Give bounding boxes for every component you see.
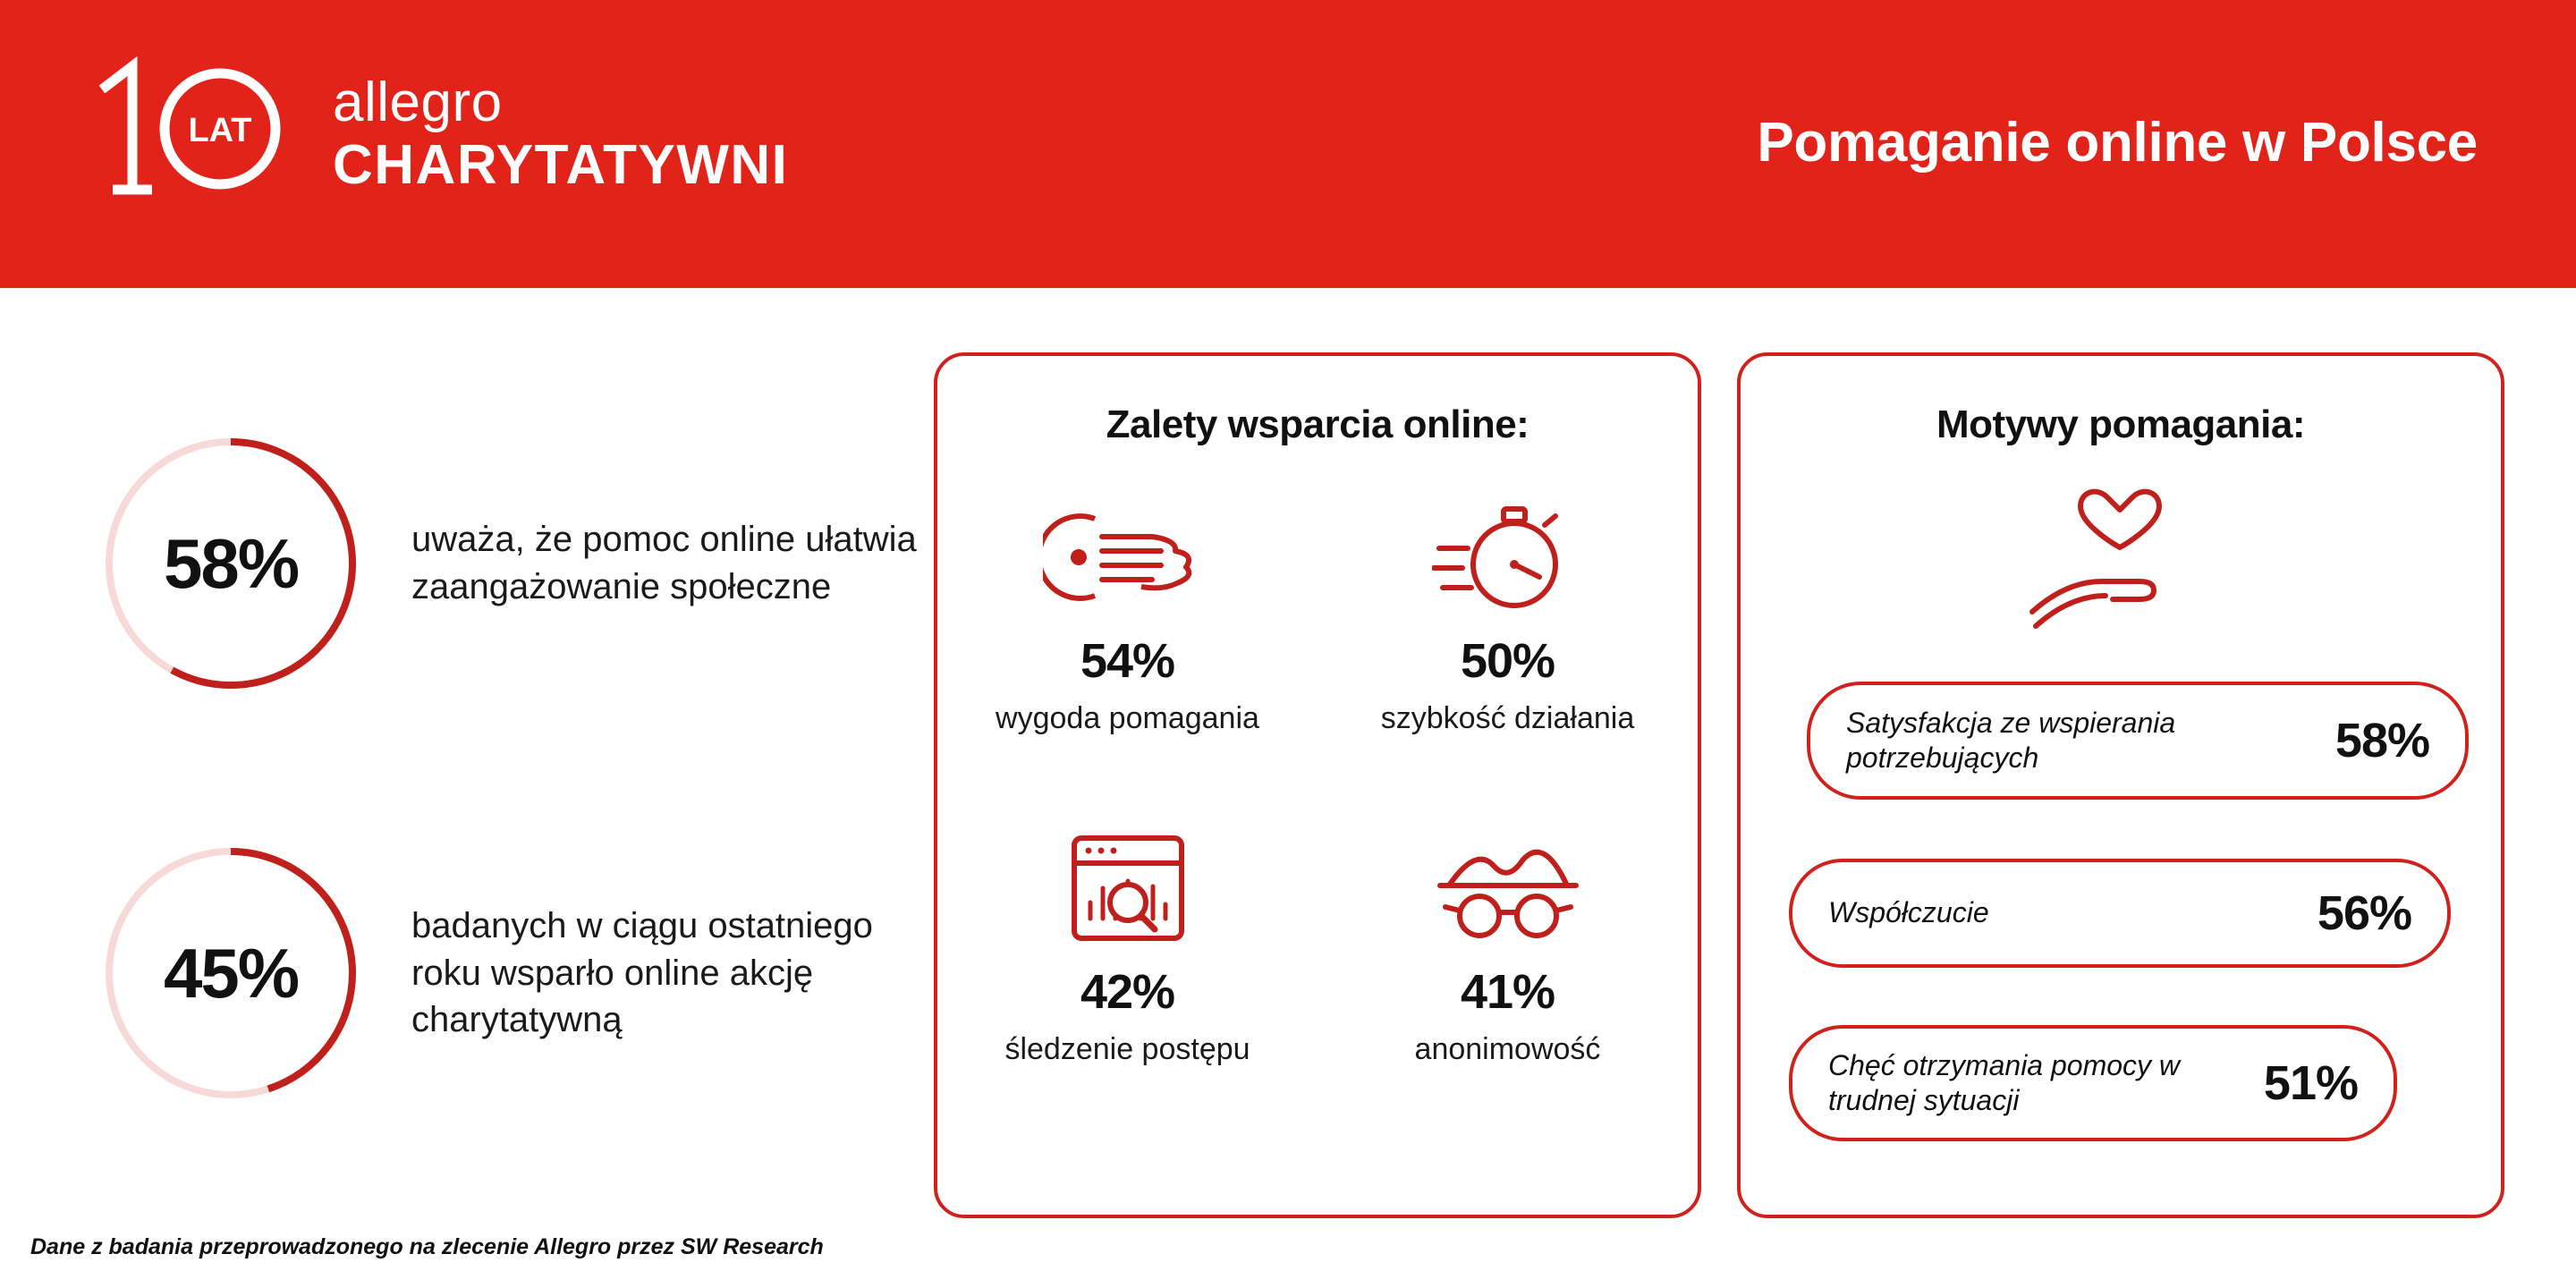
advantage-caption: anonimowość xyxy=(1414,1032,1601,1066)
advantage-caption: śledzenie postępu xyxy=(1004,1032,1250,1066)
advantage-caption: wygoda pomagania xyxy=(996,701,1259,735)
logo xyxy=(86,55,788,208)
stat-donut-1 xyxy=(97,429,921,698)
page-title: Pomaganie online w Polsce xyxy=(1757,112,2478,174)
brand-charytatywni: CHARYTATYWNI xyxy=(333,134,789,196)
motive-value: 51% xyxy=(2263,1056,2358,1110)
heart-in-hand-icon xyxy=(2027,478,2215,639)
motive-pill xyxy=(1789,859,2451,968)
advantages-title: Zalety wsparcia online: xyxy=(1106,402,1530,446)
advantage-value: 54% xyxy=(1080,634,1175,688)
hat-glasses-icon xyxy=(1428,821,1589,955)
motive-label: Współczucie xyxy=(1828,896,1989,929)
donut-description-2: badanych w ciągu ostatniego roku wsparło online akcję charytatywną xyxy=(411,905,873,1040)
advantages-card xyxy=(934,352,1701,1218)
motive-pill xyxy=(1807,682,2469,800)
hand-click-icon xyxy=(1043,490,1213,624)
motive-value: 56% xyxy=(2317,886,2411,940)
donut-chart-45 xyxy=(97,839,365,1107)
donut-value-2: 45% xyxy=(163,933,299,1013)
browser-chart-search-icon xyxy=(1056,821,1199,955)
donut-chart-58 xyxy=(97,429,365,698)
advantage-value: 42% xyxy=(1080,965,1175,1019)
donut-value-1: 58% xyxy=(163,523,299,603)
source-footnote: Dane z badania przeprowadzonego na zlecenie Allegro przez SW Research xyxy=(30,1234,824,1259)
advantage-value: 41% xyxy=(1460,965,1555,1019)
stopwatch-icon xyxy=(1432,490,1584,624)
advantage-caption: szybkość działania xyxy=(1380,701,1635,735)
stat-donut-2 xyxy=(97,839,921,1107)
brand-allegro: allegro xyxy=(333,72,503,133)
advantage-value: 50% xyxy=(1460,634,1555,688)
motives-title: Motywy pomagania: xyxy=(1936,402,2305,446)
donut-description-1: uważa, że pomoc online ułatwia zaangażowanie społeczne xyxy=(411,520,917,606)
header-banner xyxy=(0,0,2576,288)
motive-pill xyxy=(1789,1025,2397,1141)
brand-wordmark xyxy=(333,72,789,196)
advantage-item xyxy=(1318,809,1698,1140)
advantage-item xyxy=(937,809,1318,1140)
advantage-item xyxy=(937,478,1318,809)
svg-text:LAT: LAT xyxy=(188,112,252,149)
advantages-grid xyxy=(937,478,1698,1140)
motive-label: Satysfakcja ze wspierania potrzebujących xyxy=(1846,706,2176,774)
motive-value: 58% xyxy=(2334,714,2429,767)
anniversary-logo-icon xyxy=(86,55,309,208)
advantage-item xyxy=(1318,478,1698,809)
motive-label: Chęć otrzymania pomocy w trudnej sytuacji xyxy=(1828,1048,2181,1116)
